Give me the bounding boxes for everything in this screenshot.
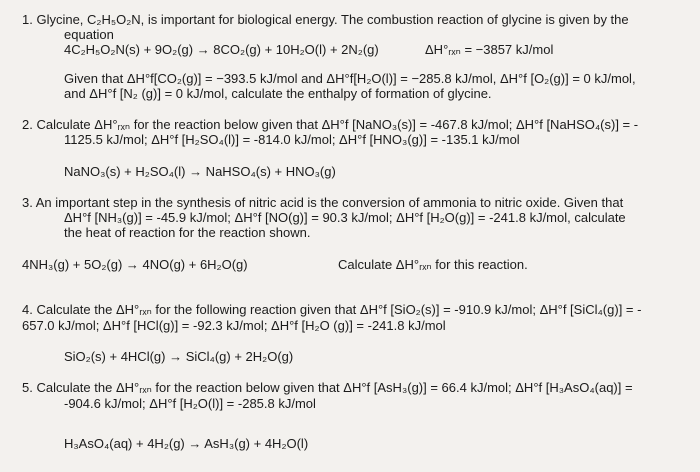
problem-3-calculate-prompt: Calculate ΔH°ᵣₓₙ for this reaction. xyxy=(338,257,528,272)
problem-5-given-data: -904.6 kJ/mol; ΔH°f [H₂O(l)] = -285.8 kJ/mol xyxy=(64,396,316,411)
problem-2-equation: NaNO₃(s) + H₂SO₄(l) → NaHSO₄(s) + HNO₃(g) xyxy=(64,164,336,179)
problem-2-statement: 2. Calculate ΔH°ᵣₓₙ for the reaction below given that ΔH°f [NaNO₃(s)] = -467.8 kJ/mol; ΔH°f [NaHSO₄(s)] = - xyxy=(22,117,639,132)
problem-1-question: and ΔH°f [N₂ (g)] = 0 kJ/mol, calculate the enthalpy of formation of glycine. xyxy=(64,86,492,101)
problem-4-equation: SiO₂(s) + 4HCl(g) → SiCl₄(g) + 2H₂O(g) xyxy=(64,349,294,364)
problem-4-given-data: 657.0 kJ/mol; ΔH°f [HCl(g)] = -92.3 kJ/mol; ΔH°f [H₂O (g)] = -241.8 kJ/mol xyxy=(22,318,446,333)
problem-3-question: the heat of reaction for the reaction shown. xyxy=(64,225,311,240)
problem-1-statement-cont: equation xyxy=(64,27,114,42)
problem-4-statement: 4. Calculate the ΔH°ᵣₓₙ for the following reaction given that ΔH°f [SiO₂(s)] = -910.9 kJ/mol; ΔH°f [SiCl₄(g)] = - xyxy=(22,302,642,317)
problem-3-equation: 4NH₃(g) + 5O₂(g) → 4NO(g) + 6H₂O(g) xyxy=(22,257,248,272)
problem-3-statement: 3. An important step in the synthesis of nitric acid is the conversion of ammonia to nitric oxide. Given that xyxy=(22,195,624,210)
problem-5-statement: 5. Calculate the ΔH°ᵣₓₙ for the reaction below given that ΔH°f [AsH₃(g)] = 66.4 kJ/mol; ΔH°f [H₃AsO₄(aq)] = xyxy=(22,380,633,395)
problem-3-given-data: ΔH°f [NH₃(g)] = -45.9 kJ/mol; ΔH°f [NO(g)] = 90.3 kJ/mol; ΔH°f [H₂O(g)] = -241.8 kJ/mol, calculate xyxy=(64,210,626,225)
problem-1-given-data: Given that ΔH°f[CO₂(g)] = −393.5 kJ/mol and ΔH°f[H₂O(l)] = −285.8 kJ/mol, ΔH°f [O₂(g)] = 0 kJ/mol, xyxy=(64,71,636,86)
problem-2-given-data: 1125.5 kJ/mol; ΔH°f [H₂SO₄(l)] = -814.0 kJ/mol; ΔH°f [HNO₃(g)] = -135.1 kJ/mol xyxy=(64,132,520,147)
problem-1-statement: 1. Glycine, C₂H₅O₂N, is important for biological energy. The combustion reaction of glycine is given by the xyxy=(22,12,629,27)
problem-5-equation: H₃AsO₄(aq) + 4H₂(g) → AsH₃(g) + 4H₂O(l) xyxy=(64,436,309,451)
problem-1-delta-h-rxn: ΔH°ᵣₓₙ = −3857 kJ/mol xyxy=(425,42,554,57)
problem-1-equation: 4C₂H₅O₂N(s) + 9O₂(g) → 8CO₂(g) + 10H₂O(l) + 2N₂(g) xyxy=(64,42,379,57)
